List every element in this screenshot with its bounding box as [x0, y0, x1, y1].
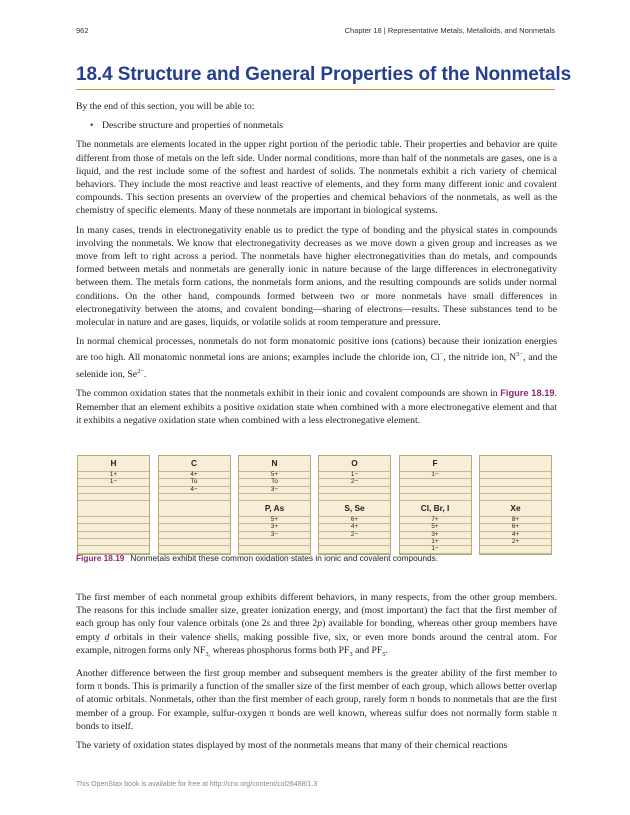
figure-cell: 2− [319, 532, 390, 539]
figure-cell [159, 532, 230, 539]
p5-g: orbitals in their valence shells, making possible five, six, or even more bonds around the central atom. For example, nitrogen forms only NF [76, 631, 558, 656]
paragraph-2: In many cases, trends in electronegativity enable us to predict the type of bonding and the physical states in compounds involving the nonmetals. We know that electronegativity decreases as we move down a given group and increases as we move from left to right across a period. The nonmetals have higher electronegativities than do metals, and compounds formed between metals and nonmetals are generally ionic in nature because of the large differences in electronegativity between them. The metals form cations, the nonmetals form anions, and the resulting compounds are solids under normal conditions. On the other hand, compounds formed between two or more nonmetals have small differences in electronegativity between the atoms, and covalent bonding—sharing of electrons—results. These substances tend to be molecular in nature and are gases, liquids, or volatile solids at room temperature and pressure. [76, 224, 557, 329]
figure-cell: 5+ [239, 517, 310, 524]
figure-cell [480, 472, 551, 479]
figure-cell [319, 487, 390, 494]
figure-cell: 1+ [400, 539, 471, 546]
figure-column-head: H [78, 456, 149, 472]
p3-sup3: 2− [137, 367, 144, 375]
p3-mid: , the nitride ion, N [443, 352, 517, 364]
p5-f: d [104, 631, 110, 643]
figure-cell [159, 539, 230, 546]
figure-cell [78, 517, 149, 524]
p5-a: The first member of each nonmetal group exhibits different behaviors, in many respects, from the other group members. The reasons for this include smaller size, greater ionization energy, and (most important) the fact that the first member of each group has only four valence orbitals (one 2 [76, 592, 557, 630]
figure-column [77, 455, 150, 555]
title-rule [76, 89, 555, 90]
p3-end: . [144, 369, 147, 381]
caption-label: Figure 18.19 [76, 553, 125, 563]
figure-cell: 6+ [480, 524, 551, 531]
figure-cell: 2− [319, 479, 390, 486]
p3-mid2: , and the selenide ion, Se [76, 352, 557, 381]
figure-link[interactable]: Figure 18.19 [500, 388, 555, 399]
paragraph-6: Another difference between the first group member and subsequent members is the greater ability of the first member to form π bonds. This is primarily a function of the smaller size of the first member of each group, which allows better overlap of atomic orbitals. Nonmetals, other than the first member of each group, rarely form π bonds to nonmetals that are the first member of a group. For example, sulfur-oxygen π bonds are well known, whereas sulfur does not normally form stable π bonds to itself. [76, 667, 557, 732]
p3-sup1: − [439, 351, 444, 359]
paragraph-4 [76, 387, 557, 427]
figure-cell: 3− [239, 487, 310, 494]
figure-cell: 4+ [480, 532, 551, 539]
objective-item [76, 119, 557, 132]
figure-column-head: Xe [480, 501, 551, 517]
figure-cell: 2+ [480, 539, 551, 546]
figure-column-head: F [400, 456, 471, 472]
figure-cell: 1− [400, 472, 471, 479]
figure-cell [400, 494, 471, 501]
figure-cell: 1− [78, 479, 149, 486]
figure-cell [78, 487, 149, 494]
figure-cell: 1− [319, 472, 390, 479]
figure-cell [159, 494, 230, 501]
figure-cell [239, 539, 310, 546]
figure-column-head: Cl, Br, I [400, 501, 471, 517]
p5-m: . [385, 644, 388, 656]
figure-cell: 3+ [400, 532, 471, 539]
paragraph-7: The variety of oxidation states displayed by most of the nonmetals means that many of their chemical reactions [76, 739, 508, 751]
figure-cell [319, 494, 390, 501]
figure-column [399, 455, 472, 555]
figure-cell [319, 539, 390, 546]
figure-column-head: C [159, 456, 230, 472]
figure-cell: 4+ [159, 472, 230, 479]
p5-d: p [317, 618, 323, 630]
p5-j: 3 [349, 650, 353, 658]
figure-column-head: S, Se [319, 501, 390, 517]
chapter-title: Chapter 18 | Representative Metals, Metalloids, and Nonmetals [344, 26, 555, 35]
figure-cell [480, 487, 551, 494]
paragraph-3 [76, 335, 557, 381]
figure-cell: 5+ [400, 524, 471, 531]
figure-cell [78, 532, 149, 539]
p5-c: and three 2 [270, 618, 318, 630]
figure-cell [239, 494, 310, 501]
p4-pre: The common oxidation states that the nonmetals exhibit in their ionic and covalent compounds are shown in [76, 388, 501, 400]
p3-sup2: 3− [516, 351, 524, 359]
figure-column-head [78, 501, 149, 517]
section-title: 18.4 Structure and General Properties of the Nonmetals [76, 64, 572, 85]
page-number: 962 [76, 26, 89, 35]
figure-cell: 1+ [78, 472, 149, 479]
figure-cell: 1− [400, 546, 471, 553]
figure-cell [480, 479, 551, 486]
figure-column-head: O [319, 456, 390, 472]
figure-cell: 6+ [319, 517, 390, 524]
p5-h: 3, [205, 650, 211, 658]
figure-column [238, 455, 311, 555]
p5-b: s [266, 618, 271, 630]
figure-column-head: P, As [239, 501, 310, 517]
figure-column-head: N [239, 456, 310, 472]
figure-cell [78, 524, 149, 531]
figure-cell [480, 494, 551, 501]
p4-post: . Remember that an element exhibits a positive oxidation state when combined with a more electronegative element and that it exhibits a negative oxidation state when combined with a less electronegative element. [76, 388, 557, 426]
objectives-intro: By the end of this section, you will be able to: [76, 101, 255, 112]
p5-e: ) available for bonding, whereas other group members have empty [76, 618, 557, 643]
paragraph-5 [76, 591, 557, 661]
figure-cell: To [159, 479, 230, 486]
p5-l: 5 [382, 650, 386, 658]
bullet-icon: • [90, 120, 94, 132]
p5-k: and PF [352, 644, 383, 656]
figure-cell: 4− [159, 487, 230, 494]
figure-cell: 8+ [480, 517, 551, 524]
figure-column [318, 455, 391, 555]
figure-cell: 3+ [239, 524, 310, 531]
figure-column-head [480, 456, 551, 472]
figure-cell [400, 487, 471, 494]
figure-cell: 5+ [239, 472, 310, 479]
footer-note: This OpenStax book is available for free at http://cnx.org/content/col26488/1.3 [76, 781, 318, 788]
figure-cell: 7+ [400, 517, 471, 524]
figure-cell: 3− [239, 532, 310, 539]
objective-text: Describe structure and properties of nonmetals [102, 120, 284, 132]
p5-i: whereas phosphorus forms both PF [210, 644, 350, 656]
figure-cell [78, 494, 149, 501]
figure-column-head [159, 501, 230, 517]
caption-text: Nonmetals exhibit these common oxidation states in ionic and covalent compounds. [130, 553, 439, 563]
p3-text: In normal chemical processes, nonmetals do not form monatomic positive ions (cations) because their ionization energies are too high. All monatomic nonmetal ions are anions; examples include the chloride ion, Cl [76, 336, 557, 364]
figure-cell [159, 524, 230, 531]
body-text-top [76, 100, 557, 433]
figure-column [479, 455, 552, 555]
figure-cell [400, 479, 471, 486]
paragraph-1: The nonmetals are elements located in the upper right portion of the periodic table. Their properties and behavior are quite different from those of metals on the left side. Under normal conditions, more than half of the nonmetals are gases, one is a liquid, and the rest include some of the softest and hardest of solids. The nonmetals exhibit a rich variety of chemical behaviors. They include the most reactive and least reactive of elements, and they form many different ionic and covalent compounds. This section presents an overview of the properties and chemical behaviors of the nonmetals, as well as the chemistry of specific elements. Many of these nonmetals are important in biological systems. [76, 139, 557, 217]
figure-cell: To [239, 479, 310, 486]
figure-cell [78, 539, 149, 546]
figure-caption [76, 553, 556, 563]
figure-cell: 4+ [319, 524, 390, 531]
figure-cell [159, 517, 230, 524]
figure-column [158, 455, 231, 555]
body-text-bottom [76, 591, 557, 758]
